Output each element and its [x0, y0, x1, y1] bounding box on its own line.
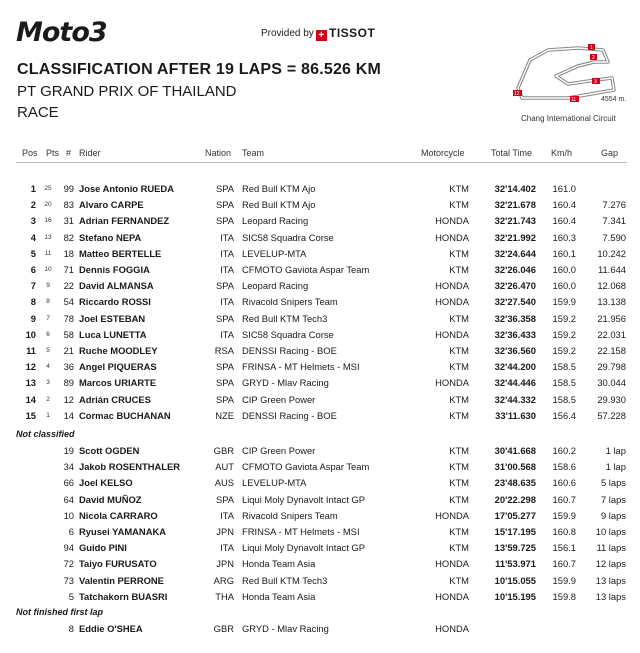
table-row: [0, 589, 640, 605]
team-cell: CIP Green Power: [242, 445, 316, 456]
rider-cell: Alvaro CARPE: [79, 199, 144, 210]
points-cell: 9: [46, 282, 50, 289]
motorcycle-cell: KTM: [449, 445, 469, 456]
speed-cell: 160.1: [552, 248, 576, 259]
pos-cell: 5: [30, 248, 36, 259]
gap-cell: 29.798: [597, 361, 626, 372]
motorcycle-cell: KTM: [449, 477, 469, 488]
swiss-cross-icon: +: [316, 30, 327, 41]
nation-cell: SPA: [215, 183, 234, 194]
nation-cell: JPN: [216, 526, 234, 537]
team-cell: DENSSI Racing - BOE: [242, 410, 337, 421]
nation-cell: RSA: [214, 345, 234, 356]
nation-cell: JPN: [216, 558, 234, 569]
speed-cell: 160.0: [552, 280, 576, 291]
table-row: [0, 443, 640, 459]
speed-cell: 160.7: [552, 558, 576, 569]
total-time-cell: 32'21.743: [494, 215, 536, 226]
points-cell: 3: [46, 379, 50, 386]
team-cell: GRYD - Mlav Racing: [242, 377, 329, 388]
number-cell: 10: [63, 510, 74, 521]
speed-cell: 160.4: [552, 215, 576, 226]
total-time-cell: 32'21.992: [494, 232, 536, 243]
number-cell: 21: [63, 345, 74, 356]
team-cell: Red Bull KTM Tech3: [242, 313, 328, 324]
nation-cell: ITA: [220, 510, 234, 521]
track-marker: 3: [594, 79, 597, 85]
rider-cell: Tatchakorn BUASRI: [79, 591, 168, 602]
gap-cell: 13 laps: [595, 575, 626, 586]
team-cell: FRINSA - MT Helmets - MSI: [242, 361, 360, 372]
gap-cell: 10 laps: [595, 526, 626, 537]
points-cell: 7: [46, 315, 50, 322]
speed-cell: 159.9: [552, 296, 576, 307]
total-time-cell: 13'59.725: [494, 542, 536, 553]
pos-cell: 8: [30, 296, 36, 307]
rider-cell: Joel ESTEBAN: [79, 313, 146, 324]
section-label: Not finished first lap: [16, 607, 104, 617]
nation-cell: GBR: [213, 623, 234, 634]
team-cell: Red Bull KTM Ajo: [242, 183, 316, 194]
motorcycle-cell: HONDA: [435, 510, 469, 521]
nation-cell: SPA: [215, 361, 234, 372]
team-cell: Rivacold Snipers Team: [242, 510, 338, 521]
total-time-cell: 32'36.358: [494, 313, 536, 324]
pos-cell: 4: [30, 232, 36, 243]
pos-cell: 7: [30, 280, 36, 291]
col-gap: Gap: [601, 148, 619, 158]
table-row: [0, 343, 640, 359]
rider-cell: David MUÑOZ: [79, 494, 142, 505]
gap-cell: 7 laps: [600, 494, 626, 505]
points-cell: 6: [46, 331, 50, 338]
number-cell: 31: [63, 215, 74, 226]
pos-cell: 2: [30, 199, 36, 210]
pos-cell: 3: [30, 215, 36, 226]
nation-cell: SPA: [215, 313, 234, 324]
nation-cell: NZE: [215, 410, 234, 421]
gap-cell: 30.044: [597, 377, 626, 388]
number-cell: 66: [63, 477, 74, 488]
total-time-cell: 15'17.195: [494, 526, 536, 537]
gap-cell: 7.341: [602, 215, 626, 226]
total-time-cell: 30'41.668: [494, 445, 536, 456]
motorcycle-cell: KTM: [449, 183, 469, 194]
number-cell: 72: [63, 558, 74, 569]
rider-cell: Joel KELSO: [79, 477, 133, 488]
nation-cell: ARG: [213, 575, 234, 586]
speed-cell: 160.4: [552, 199, 576, 210]
rider-cell: Jose Antonio RUEDA: [79, 183, 174, 194]
team-cell: Liqui Moly Dynavolt Intact GP: [242, 494, 365, 505]
pos-cell: 13: [25, 377, 36, 388]
number-cell: 8: [68, 623, 74, 634]
rider-cell: Guido PINI: [79, 542, 127, 553]
gap-cell: 12.068: [597, 280, 626, 291]
number-cell: 83: [63, 199, 74, 210]
team-cell: Honda Team Asia: [242, 591, 316, 602]
team-cell: CFMOTO Gaviota Aspar Team: [242, 264, 370, 275]
pos-cell: 9: [30, 313, 36, 324]
speed-cell: 159.2: [552, 345, 576, 356]
motorcycle-cell: KTM: [449, 313, 469, 324]
moto3-logo: Moto3: [16, 17, 107, 48]
gap-cell: 13 laps: [595, 591, 626, 602]
total-time-cell: 32'36.433: [494, 329, 536, 340]
team-cell: CFMOTO Gaviota Aspar Team: [242, 461, 370, 472]
team-cell: SIC58 Squadra Corse: [242, 232, 334, 243]
team-cell: Honda Team Asia: [242, 558, 316, 569]
page-title: CLASSIFICATION AFTER 19 LAPS = 86.526 KM: [17, 61, 382, 78]
team-cell: FRINSA - MT Helmets - MSI: [242, 526, 360, 537]
nation-cell: SPA: [215, 215, 234, 226]
number-cell: 71: [63, 264, 74, 275]
col-pos: Pos: [22, 148, 38, 158]
nation-cell: GBR: [213, 445, 234, 456]
section-label: Not classified: [16, 429, 75, 439]
speed-cell: 160.8: [552, 526, 576, 537]
table-row: [0, 278, 640, 294]
speed-cell: 159.2: [552, 313, 576, 324]
track-marker: 12: [514, 91, 520, 97]
gap-cell: 1 lap: [605, 461, 626, 472]
pos-cell: 12: [25, 361, 36, 372]
nation-cell: ITA: [220, 248, 234, 259]
table-row: [0, 459, 640, 475]
speed-cell: 156.4: [552, 410, 576, 421]
speed-cell: 160.7: [552, 494, 576, 505]
table-row: [0, 181, 640, 197]
gap-cell: 12 laps: [595, 558, 626, 569]
team-cell: DENSSI Racing - BOE: [242, 345, 337, 356]
motorcycle-cell: KTM: [449, 526, 469, 537]
table-row: [0, 540, 640, 556]
track-marker: 1: [590, 45, 593, 51]
gap-cell: 13.138: [597, 296, 626, 307]
gap-cell: 57.228: [597, 410, 626, 421]
number-cell: 54: [63, 296, 74, 307]
number-cell: 36: [63, 361, 74, 372]
total-time-cell: 10'15.195: [494, 591, 536, 602]
nation-cell: SPA: [215, 494, 234, 505]
number-cell: 14: [63, 410, 74, 421]
motorcycle-cell: KTM: [449, 264, 469, 275]
motorcycle-cell: KTM: [449, 461, 469, 472]
nation-cell: ITA: [220, 296, 234, 307]
table-row: [0, 230, 640, 246]
table-row: [0, 573, 640, 589]
motorcycle-cell: HONDA: [435, 280, 469, 291]
col-motorcycle: Motorcycle: [421, 148, 465, 158]
table-row: [0, 392, 640, 408]
speed-cell: 158.5: [552, 394, 576, 405]
rider-cell: Dennis FOGGIA: [79, 264, 150, 275]
total-time-cell: 20'22.298: [494, 494, 536, 505]
total-time-cell: 23'48.635: [494, 477, 536, 488]
speed-cell: 158.5: [552, 377, 576, 388]
team-cell: Rivacold Snipers Team: [242, 296, 338, 307]
table-header: [0, 148, 640, 160]
rider-cell: Marcos URIARTE: [79, 377, 157, 388]
team-cell: GRYD - Mlav Racing: [242, 623, 329, 634]
nation-cell: SPA: [215, 377, 234, 388]
motorcycle-cell: KTM: [449, 394, 469, 405]
table-row: [0, 475, 640, 491]
motorcycle-cell: KTM: [449, 494, 469, 505]
motorcycle-cell: HONDA: [435, 558, 469, 569]
sponsor-logo: [316, 26, 375, 41]
gap-cell: 7.590: [602, 232, 626, 243]
team-cell: Red Bull KTM Ajo: [242, 199, 316, 210]
number-cell: 82: [63, 232, 74, 243]
total-time-cell: 32'14.402: [494, 183, 536, 194]
total-time-cell: 10'15.055: [494, 575, 536, 586]
rider-cell: Ryusei YAMANAKA: [79, 526, 167, 537]
points-cell: 16: [44, 217, 52, 224]
total-time-cell: 33'11.630: [495, 410, 536, 421]
total-time-cell: 32'26.470: [494, 280, 536, 291]
pos-cell: 6: [30, 264, 36, 275]
team-cell: Leopard Racing: [242, 280, 309, 291]
gap-cell: 11 laps: [596, 542, 626, 553]
motorcycle-cell: KTM: [449, 410, 469, 421]
motorcycle-cell: HONDA: [435, 329, 469, 340]
team-cell: LEVELUP-MTA: [242, 248, 307, 259]
table-row: [0, 621, 640, 637]
speed-cell: 159.8: [552, 591, 576, 602]
motorcycle-cell: KTM: [449, 575, 469, 586]
number-cell: 18: [63, 248, 74, 259]
col-rider: Rider: [79, 148, 101, 158]
provided-by-label: Provided by: [261, 28, 314, 39]
total-time-cell: 32'24.644: [494, 248, 536, 259]
table-row: [0, 556, 640, 572]
number-cell: 64: [63, 494, 74, 505]
gap-cell: 22.031: [597, 329, 626, 340]
nation-cell: ITA: [220, 232, 234, 243]
col-pts: Pts: [46, 148, 60, 158]
speed-cell: 159.9: [552, 575, 576, 586]
rider-cell: Eddie O'SHEA: [79, 623, 143, 634]
total-time-cell: 17'05.277: [494, 510, 536, 521]
motorcycle-cell: KTM: [449, 248, 469, 259]
motorcycle-cell: KTM: [449, 542, 469, 553]
sponsor-name: TISSOT: [329, 26, 376, 40]
gap-cell: 1 lap: [605, 445, 626, 456]
number-cell: 78: [63, 313, 74, 324]
speed-cell: 160.2: [552, 445, 576, 456]
speed-cell: 160.0: [552, 264, 576, 275]
rider-cell: Adrián CRUCES: [79, 394, 151, 405]
table-row: [0, 375, 640, 391]
points-cell: 25: [44, 185, 52, 192]
total-time-cell: 32'27.540: [494, 296, 536, 307]
table-row: [0, 197, 640, 213]
table-row: [0, 508, 640, 524]
nation-cell: SPA: [215, 394, 234, 405]
number-cell: 58: [63, 329, 74, 340]
col-team: Team: [242, 148, 265, 158]
header-divider: [16, 162, 627, 163]
gap-cell: 9 laps: [600, 510, 626, 521]
gap-cell: 7.276: [602, 199, 626, 210]
team-cell: LEVELUP-MTA: [242, 477, 307, 488]
rider-cell: Nicola CARRARO: [79, 510, 158, 521]
table-row: [0, 524, 640, 540]
motorcycle-cell: HONDA: [435, 215, 469, 226]
points-cell: 1: [46, 412, 50, 419]
gap-cell: 11.644: [598, 264, 626, 275]
pos-cell: 1: [30, 183, 36, 194]
motorcycle-cell: HONDA: [435, 232, 469, 243]
points-cell: 13: [44, 234, 52, 241]
table-row: [0, 327, 640, 343]
points-cell: 8: [46, 298, 50, 305]
number-cell: 6: [68, 526, 74, 537]
total-time-cell: 32'44.446: [494, 377, 536, 388]
speed-cell: 161.0: [552, 183, 576, 194]
total-time-cell: 32'26.046: [494, 264, 536, 275]
rider-cell: Taiyo FURUSATO: [79, 558, 157, 569]
col-nation: Nation: [205, 148, 232, 158]
points-cell: 11: [44, 250, 52, 257]
rider-cell: Matteo BERTELLE: [79, 248, 162, 259]
table-row: [0, 492, 640, 508]
number-cell: 94: [63, 542, 74, 553]
total-time-cell: 32'44.332: [494, 394, 536, 405]
rider-cell: Scott OGDEN: [79, 445, 140, 456]
points-cell: 5: [46, 347, 50, 354]
total-time-cell: 32'36.560: [494, 345, 536, 356]
table-row: [0, 294, 640, 310]
rider-cell: David ALMANSA: [79, 280, 154, 291]
col-num: #: [66, 148, 72, 158]
total-time-cell: 11'53.971: [495, 558, 536, 569]
gap-cell: 29.930: [597, 394, 626, 405]
nation-cell: ITA: [220, 542, 234, 553]
speed-cell: 159.9: [552, 510, 576, 521]
team-cell: Leopard Racing: [242, 215, 309, 226]
points-cell: 4: [46, 363, 50, 370]
rider-cell: Riccardo ROSSI: [79, 296, 151, 307]
speed-cell: 158.5: [552, 361, 576, 372]
session-name: RACE: [17, 104, 59, 121]
points-cell: 10: [44, 266, 52, 273]
nation-cell: ITA: [220, 264, 234, 275]
table-row: [0, 311, 640, 327]
nation-cell: SPA: [215, 280, 234, 291]
pos-cell: 11: [26, 345, 36, 356]
number-cell: 19: [63, 445, 74, 456]
gap-cell: 10.242: [597, 248, 626, 259]
nation-cell: SPA: [215, 199, 234, 210]
number-cell: 99: [63, 183, 74, 194]
number-cell: 12: [63, 394, 74, 405]
col-total-time: Total Time: [491, 148, 533, 158]
pos-cell: 10: [25, 329, 36, 340]
table-row: [0, 262, 640, 278]
table-row: [0, 213, 640, 229]
nation-cell: AUT: [215, 461, 234, 472]
gap-cell: 5 laps: [600, 477, 626, 488]
total-time-cell: 32'21.678: [494, 199, 536, 210]
event-name: PT GRAND PRIX OF THAILAND: [17, 83, 237, 100]
team-cell: Red Bull KTM Tech3: [242, 575, 328, 586]
motorcycle-cell: HONDA: [435, 377, 469, 388]
nation-cell: ITA: [220, 329, 234, 340]
number-cell: 89: [63, 377, 74, 388]
table-row: [0, 359, 640, 375]
total-time-cell: 31'00.568: [494, 461, 536, 472]
points-cell: 20: [44, 201, 52, 208]
pos-cell: 14: [25, 394, 36, 405]
nation-cell: THA: [215, 591, 234, 602]
motorcycle-cell: HONDA: [435, 623, 469, 634]
col-kmh: Km/h: [551, 148, 573, 158]
gap-cell: 21.956: [597, 313, 626, 324]
rider-cell: Jakob ROSENTHALER: [79, 461, 181, 472]
pos-cell: 15: [25, 410, 36, 421]
rider-cell: Stefano NEPA: [79, 232, 142, 243]
motorcycle-cell: HONDA: [435, 296, 469, 307]
rider-cell: Cormac BUCHANAN: [79, 410, 171, 421]
number-cell: 22: [63, 280, 74, 291]
motorcycle-cell: KTM: [449, 199, 469, 210]
speed-cell: 156.1: [552, 542, 576, 553]
track-marker: 2: [592, 55, 595, 61]
team-cell: CIP Green Power: [242, 394, 316, 405]
speed-cell: 158.6: [552, 461, 576, 472]
motorcycle-cell: KTM: [449, 361, 469, 372]
track-length: 4554 m.: [601, 96, 627, 103]
total-time-cell: 32'44.200: [494, 361, 536, 372]
table-row: [0, 246, 640, 262]
number-cell: 73: [63, 575, 74, 586]
speed-cell: 160.3: [552, 232, 576, 243]
rider-cell: Ruche MOODLEY: [79, 345, 158, 356]
speed-cell: 159.2: [552, 329, 576, 340]
circuit-name: Chang International Circuit: [521, 114, 616, 123]
motorcycle-cell: KTM: [449, 345, 469, 356]
table-row: [0, 408, 640, 424]
nation-cell: AUS: [214, 477, 234, 488]
team-cell: Liqui Moly Dynavolt Intact GP: [242, 542, 365, 553]
number-cell: 5: [68, 591, 74, 602]
track-marker: 11: [571, 97, 577, 103]
motorcycle-cell: HONDA: [435, 591, 469, 602]
points-cell: 2: [46, 396, 50, 403]
rider-cell: Valentin PERRONE: [79, 575, 164, 586]
rider-cell: Luca LUNETTA: [79, 329, 147, 340]
speed-cell: 160.6: [552, 477, 576, 488]
team-cell: SIC58 Squadra Corse: [242, 329, 334, 340]
rider-cell: Adrian FERNANDEZ: [79, 215, 170, 226]
gap-cell: 22.158: [597, 345, 626, 356]
rider-cell: Angel PIQUERAS: [79, 361, 157, 372]
number-cell: 34: [63, 461, 74, 472]
